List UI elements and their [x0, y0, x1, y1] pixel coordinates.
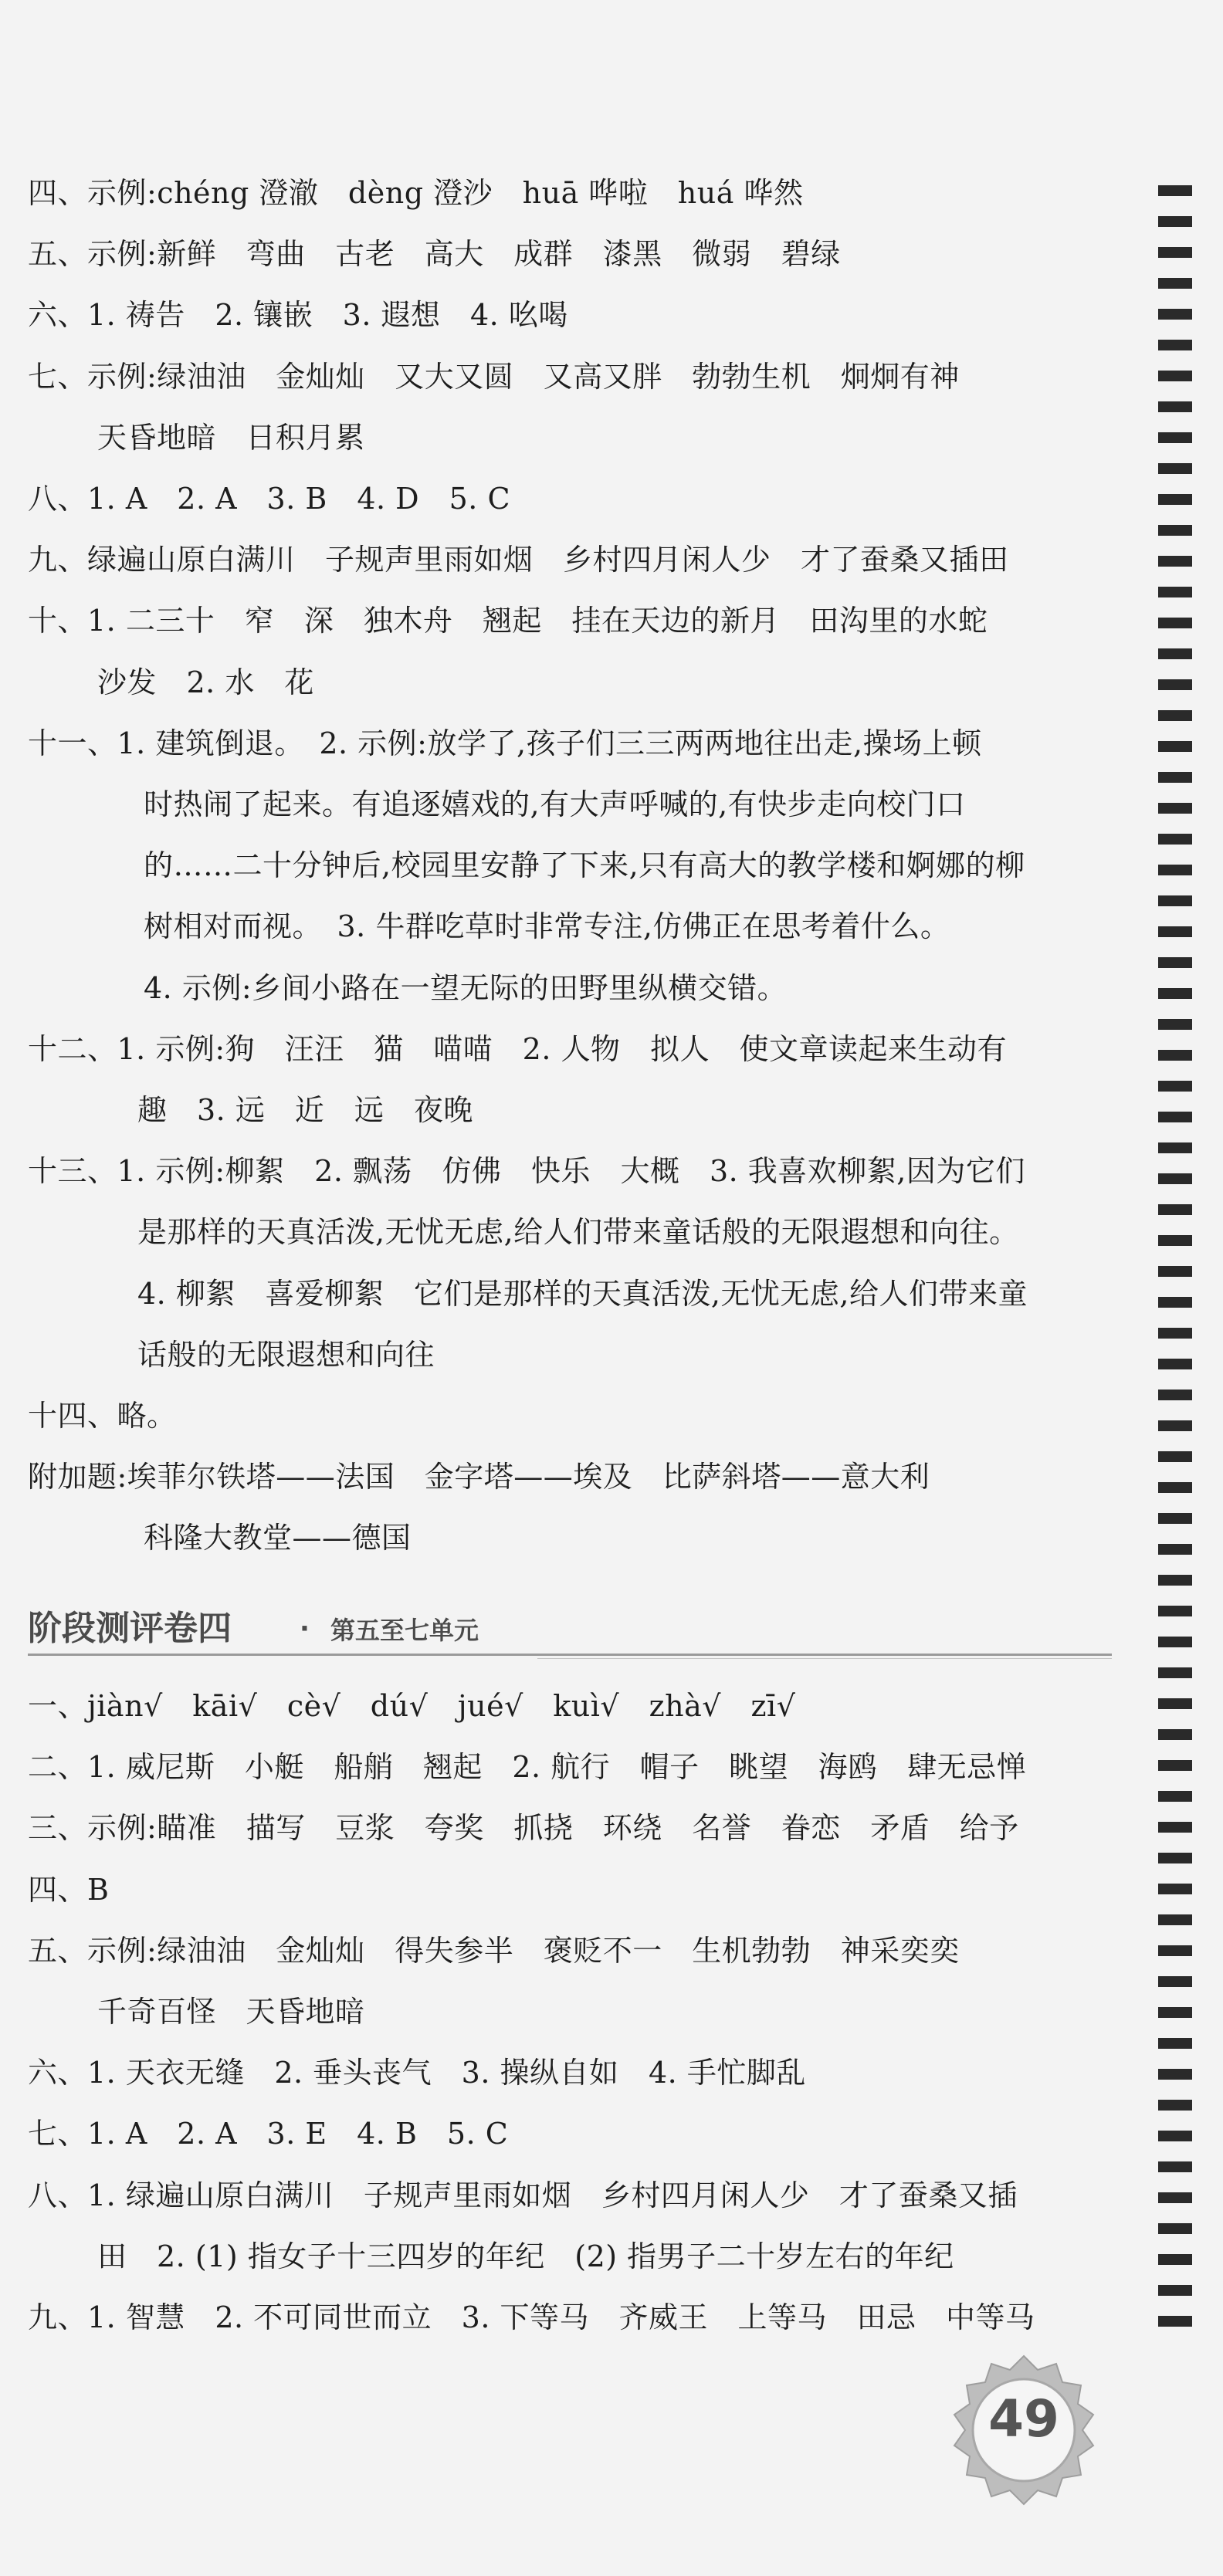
section-title: 阶段测评卷四	[28, 1609, 232, 1648]
answer-line-s4-3: 三、示例:瞄准 描写 豆浆 夸奖 抓挠 环绕 名誉 眷恋 矛盾 给予	[28, 1811, 1019, 1845]
margin-mark	[1158, 1729, 1192, 1740]
margin-mark	[1158, 1914, 1192, 1925]
answer-line-13-cont-2: 4. 柳絮 喜爱柳絮 它们是那样的天真活泼,无忧无虑,给人们带来童	[137, 1277, 1028, 1311]
margin-mark	[1158, 1204, 1192, 1215]
answer-line-s4-8-cont: 田 2. (1) 指女子十三四岁的年纪 (2) 指男子二十岁左右的年纪	[97, 2239, 954, 2273]
margin-mark	[1158, 2254, 1192, 2265]
answer-line-7: 七、示例:绿油油 金灿灿 又大又圆 又高又胖 勃勃生机 炯炯有神	[28, 360, 960, 394]
margin-mark	[1158, 2223, 1192, 2234]
margin-mark	[1158, 247, 1192, 258]
margin-mark	[1158, 1791, 1192, 1802]
margin-mark	[1158, 2161, 1192, 2172]
margin-mark	[1158, 371, 1192, 381]
margin-mark	[1158, 1451, 1192, 1462]
answer-line-s4-1: 一、jiàn√ kāi√ cè√ dú√ jué√ kuì√ zhà√ zī√	[28, 1689, 796, 1723]
margin-mark	[1158, 1390, 1192, 1400]
margin-mark	[1158, 1884, 1192, 1894]
margin-mark	[1158, 1142, 1192, 1153]
margin-mark	[1158, 1606, 1192, 1616]
margin-mark	[1158, 1112, 1192, 1122]
answer-line-14: 十四、略。	[28, 1399, 177, 1433]
margin-mark	[1158, 2069, 1192, 2080]
margin-mark	[1158, 865, 1192, 875]
margin-mark	[1158, 2192, 1192, 2203]
margin-mark	[1158, 1328, 1192, 1339]
margin-mark	[1158, 494, 1192, 505]
answer-line-5: 五、示例:新鲜 弯曲 古老 高大 成群 漆黑 微弱 碧绿	[28, 237, 841, 271]
margin-mark	[1158, 1945, 1192, 1956]
margin-mark	[1158, 556, 1192, 567]
margin-mark	[1158, 587, 1192, 597]
answer-line-12: 十二、1. 示例:狗 汪汪 猫 喵喵 2. 人物 拟人 使文章读起来生动有	[28, 1032, 1007, 1066]
section-header	[28, 1598, 1112, 1663]
margin-mark	[1158, 1637, 1192, 1647]
margin-mark	[1158, 679, 1192, 690]
margin-mark	[1158, 1266, 1192, 1277]
margin-mark	[1158, 772, 1192, 783]
margin-marks	[1158, 185, 1194, 2347]
margin-mark	[1158, 834, 1192, 845]
margin-mark	[1158, 618, 1192, 628]
margin-mark	[1158, 401, 1192, 412]
margin-mark	[1158, 278, 1192, 289]
margin-mark	[1158, 2316, 1192, 2327]
answer-line-s4-9: 九、1. 智慧 2. 不可同世而立 3. 下等马 齐威王 上等马 田忌 中等马	[28, 2300, 1035, 2334]
section-divider	[28, 1654, 1112, 1656]
margin-mark	[1158, 340, 1192, 350]
page-number: 49	[988, 2389, 1059, 2449]
margin-mark	[1158, 2007, 1192, 2018]
margin-mark	[1158, 1173, 1192, 1184]
margin-mark	[1158, 710, 1192, 721]
margin-mark	[1158, 1235, 1192, 1246]
answer-line-s4-4: 四、B	[28, 1873, 110, 1907]
margin-mark	[1158, 1822, 1192, 1833]
answer-line-11-cont-3: 树相对而视。 3. 牛群吃草时非常专注,仿佛正在思考着什么。	[144, 909, 950, 943]
answer-line-11: 十一、1. 建筑倒退。 2. 示例:放学了,孩子们三三两两地往出走,操场上顿	[28, 726, 982, 760]
answer-line-7-cont: 天昏地暗 日积月累	[97, 421, 365, 455]
margin-mark	[1158, 216, 1192, 227]
answer-line-s4-5-cont: 千奇百怪 天昏地暗	[97, 1995, 365, 2029]
answer-line-10-cont: 沙发 2. 水 花	[97, 665, 314, 699]
answer-line-10: 十、1. 二三十 窄 深 独木舟 翘起 挂在天边的新月 田沟里的水蛇	[28, 604, 988, 638]
answer-line-11-cont-4: 4. 示例:乡间小路在一望无际的田野里纵横交错。	[144, 971, 788, 1005]
margin-mark	[1158, 926, 1192, 937]
answer-line-s4-8: 八、1. 绿遍山原白满川 子规声里雨如烟 乡村四月闲人少 才了蚕桑又插	[28, 2178, 1018, 2212]
page-number-badge	[948, 2353, 1099, 2507]
margin-mark	[1158, 1420, 1192, 1431]
margin-mark	[1158, 741, 1192, 752]
margin-mark	[1158, 1575, 1192, 1586]
margin-mark	[1158, 1482, 1192, 1493]
margin-mark	[1158, 2100, 1192, 2111]
margin-mark	[1158, 1050, 1192, 1061]
margin-mark	[1158, 1698, 1192, 1709]
margin-mark	[1158, 309, 1192, 320]
answer-line-s4-5: 五、示例:绿油油 金灿灿 得失参半 褒贬不一 生机勃勃 神采奕奕	[28, 1934, 960, 1968]
answer-line-13-cont-3: 话般的无限遐想和向往	[137, 1338, 435, 1372]
margin-mark	[1158, 463, 1192, 474]
margin-mark	[1158, 1359, 1192, 1369]
answer-line-bonus: 附加题:埃菲尔铁塔——法国 金字塔——埃及 比萨斜塔——意大利	[28, 1460, 930, 1494]
margin-mark	[1158, 2131, 1192, 2141]
margin-mark	[1158, 1297, 1192, 1308]
margin-mark	[1158, 1081, 1192, 1092]
answer-line-6: 六、1. 祷告 2. 镶嵌 3. 遐想 4. 吆喝	[28, 298, 568, 332]
margin-mark	[1158, 957, 1192, 968]
margin-mark	[1158, 2285, 1192, 2296]
margin-mark	[1158, 1976, 1192, 1987]
margin-mark	[1158, 1760, 1192, 1771]
margin-mark	[1158, 803, 1192, 814]
answer-line-13: 十三、1. 示例:柳絮 2. 飘荡 仿佛 快乐 大概 3. 我喜欢柳絮,因为它们	[28, 1154, 1025, 1188]
answer-line-bonus-cont: 科隆大教堂——德国	[144, 1521, 412, 1555]
answer-line-12-cont: 趣 3. 远 近 远 夜晚	[137, 1093, 473, 1127]
margin-mark	[1158, 1019, 1192, 1030]
answer-line-11-cont-1: 时热闹了起来。有追逐嬉戏的,有大声呼喊的,有快步走向校门口	[144, 787, 966, 821]
answer-line-13-cont-1: 是那样的天真活泼,无忧无虑,给人们带来童话般的无限遐想和向往。	[137, 1215, 1019, 1249]
answer-line-11-cont-2: 的……二十分钟后,校园里安静了下来,只有高大的教学楼和婀娜的柳	[144, 848, 1025, 882]
margin-mark	[1158, 525, 1192, 536]
section-separator: ·	[300, 1613, 310, 1644]
margin-mark	[1158, 1513, 1192, 1524]
answer-line-8: 八、1. A 2. A 3. B 4. D 5. C	[28, 482, 511, 516]
answer-line-9: 九、绿遍山原白满川 子规声里雨如烟 乡村四月闲人少 才了蚕桑又插田	[28, 543, 1009, 577]
margin-mark	[1158, 1544, 1192, 1555]
margin-mark	[1158, 895, 1192, 906]
answer-line-s4-7: 七、1. A 2. A 3. E 4. B 5. C	[28, 2117, 509, 2151]
margin-mark	[1158, 2038, 1192, 2049]
margin-mark	[1158, 185, 1192, 196]
margin-mark	[1158, 648, 1192, 659]
margin-mark	[1158, 988, 1192, 999]
section-divider-thin	[537, 1658, 1112, 1659]
answer-line-4: 四、示例:chéng 澄澈 dèng 澄沙 huā 哗啦 huá 哗然	[28, 176, 804, 210]
margin-mark	[1158, 1853, 1192, 1863]
answer-line-s4-6: 六、1. 天衣无缝 2. 垂头丧气 3. 操纵自如 4. 手忙脚乱	[28, 2056, 806, 2090]
margin-mark	[1158, 432, 1192, 443]
answer-line-s4-2: 二、1. 威尼斯 小艇 船艄 翘起 2. 航行 帽子 眺望 海鸥 肆无忌惮	[28, 1750, 1027, 1784]
margin-mark	[1158, 1667, 1192, 1678]
section-subtitle: 第五至七单元	[330, 1616, 479, 1645]
